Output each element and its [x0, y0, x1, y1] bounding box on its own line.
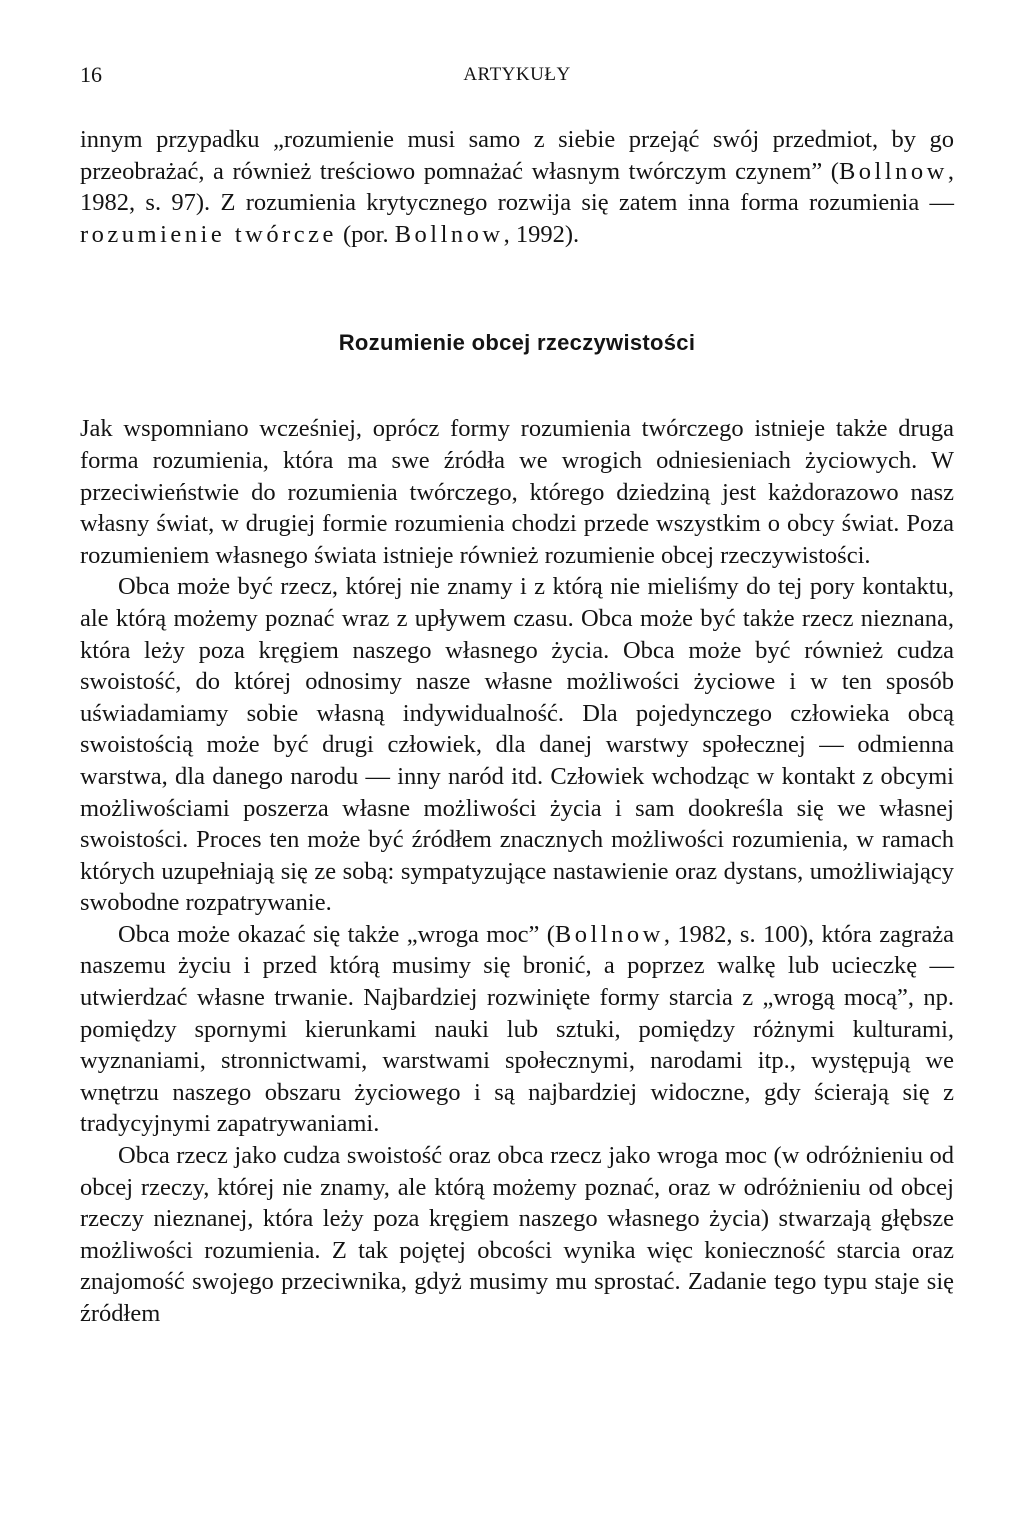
- body-paragraph-1: Jak wspomniano wcześniej, oprócz formy rozumienia twórczego istnieje także druga forma rozumienia, która ma swe źródła we wrogich odniesieniach życiowych. W przeciwieństwie do rozumienia twórczego, którego dziedziną jest każdorazowo nasz własny świat, w drugiej formie rozumienia chodzi przede wszystkim o obcy świat. Poza rozumieniem własnego świata istnieje również rozumienie obcej rzeczywistości.: [80, 415, 954, 569]
- running-header: [80, 62, 954, 102]
- author-citation: Bollnow: [394, 220, 504, 248]
- body-paragraph-4: Obca rzecz jako cudza swoistość oraz obca rzecz jako wroga moc (w odróżnieniu od obcej rzeczy, której nie znamy, ale którą możemy poznać, oraz w odróżnieniu od obcej rzeczy nieznanej, która leży poza kręgiem naszego własnego życia) stwarzają głębsze możliwości rozumienia. Z tak pojętej obcości wynika więc konieczność starcia oraz znajomość swojego przeciwnika, gdyż musimy mu sprostać. Zadanie tego typu staje się źródłem: [80, 1142, 954, 1327]
- paragraph-3-text-2: , 1982, s. 100), która zagraża naszemu życiu i przed którą musimy się bronić, a poprzez walkę lub ucieczkę — utwierdzać własne trwanie. Najbardziej rozwinięte formy starcia z „wrogą mocą”, np. pomiędzy spornymi kierunkami nauki lub sztuki, pomiędzy różnymi kulturami, wyznaniami, stronnictwami, warstwami społecznymi, narodami itp., występują we wnętrzu naszego obszaru życiowego i są najbardziej widoczne, gdy ścierają się z tradycyjnymi zapatrywaniami.: [80, 920, 954, 1138]
- section-heading: Rozumienie obcej rzeczywistości: [338, 330, 696, 356]
- author-citation: Bollnow: [554, 920, 664, 948]
- body-paragraph-3: [80, 919, 954, 1140]
- page: [80, 62, 954, 1330]
- page-number: 16: [80, 62, 102, 87]
- intro-text-3: (por.: [336, 220, 395, 248]
- intro-paragraph: [80, 124, 954, 250]
- section-label: ARTYKUŁY: [463, 64, 571, 85]
- author-citation: Bollnow: [838, 157, 948, 185]
- intro-text-4: , 1992).: [503, 220, 580, 248]
- emphasized-term: rozumienie twórcze: [80, 220, 337, 248]
- paragraph-3-text-1: Obca może okazać się także „wroga moc” (: [118, 920, 555, 948]
- intro-text-1: innym przypadku „rozumienie musi samo z siebie przejąć swój przedmiot, by go przeobrażać, a również treściowo pomnażać własnym twórczym czynem” (: [80, 126, 954, 185]
- intro-text-2: , 1982, s. 97). Z rozumienia krytycznego rozwija się zatem inna forma rozumienia —: [80, 157, 954, 217]
- body-paragraph-2: Obca może być rzecz, której nie znamy i z którą nie mieliśmy do tej pory kontaktu, ale którą możemy poznać wraz z upływem czasu. Obca może być także rzecz nieznana, która leży poza kręgiem naszego własnego życia. Obca może być również cudza swoistość, do której odnosimy nasze własne możliwości życiowe i w ten sposób uświadamiamy sobie własną indywidualność. Dla pojedynczego człowieka obcą swoistością może być drugi człowiek, dla danej warstwy społecznej — odmienna warstwa, dla danego narodu — inny naród itd. Człowiek wchodząc w kontakt z obcymi możliwościami poszerza własne możliwości życia i sam dookreśla się we własnej swoistości. Proces ten może być źródłem znacznych możliwości rozumienia, w ramach których uzupełniają się ze sobą: sympatyzujące nastawienie oraz dystans, umożliwiający swobodne rozpatrywanie.: [80, 573, 954, 917]
